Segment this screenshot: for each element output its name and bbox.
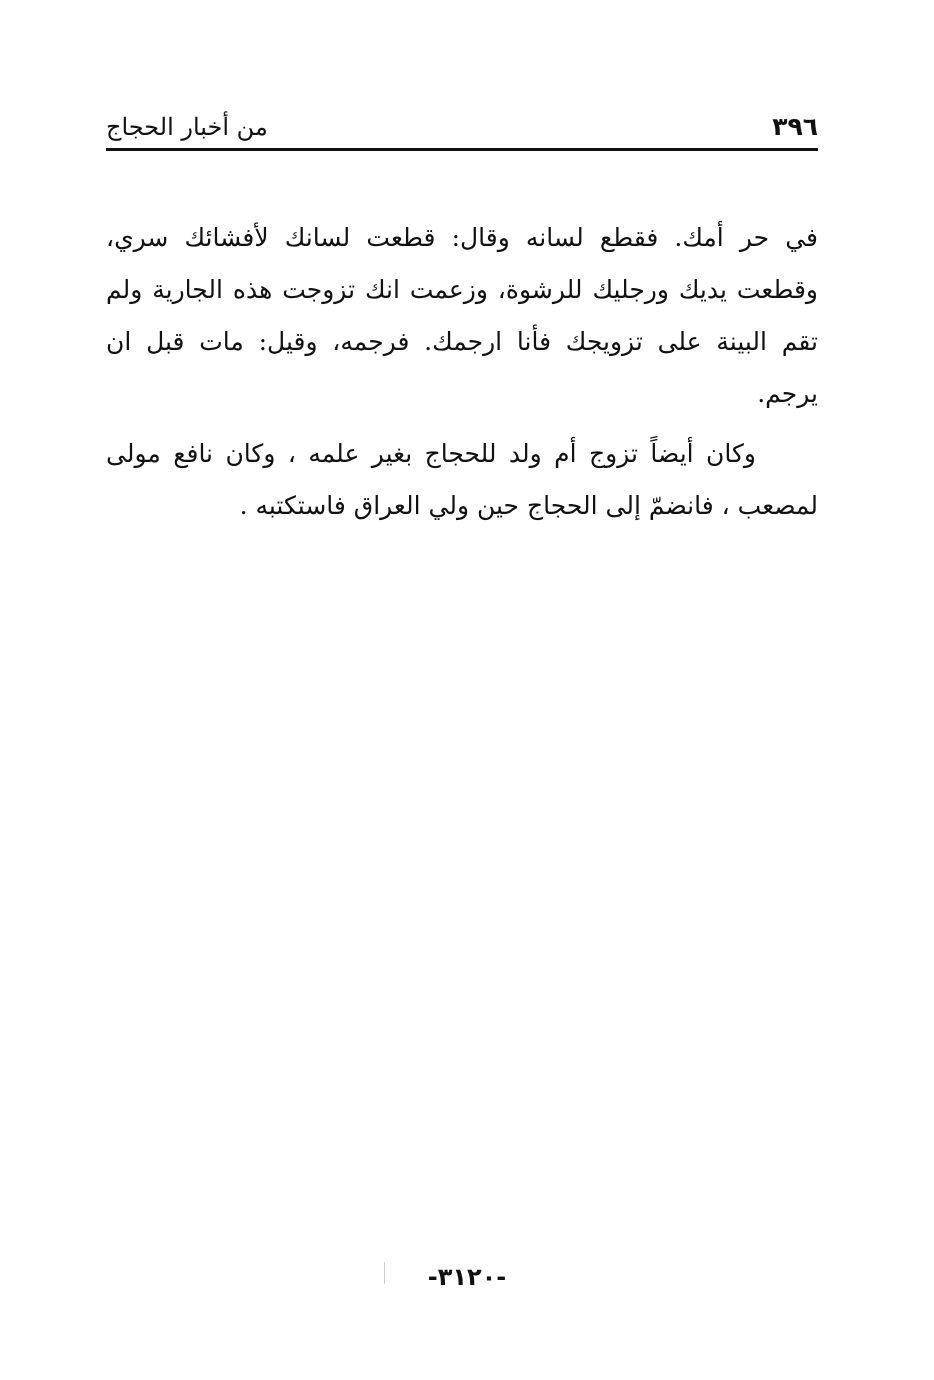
running-header <box>106 110 818 150</box>
header-rule <box>106 148 818 151</box>
paragraph: في حر أمك. فقطع لسانه وقال: قطعت لسانك لأفشائك سري، وقطعت يديك ورجليك للرشوة، وزعمت انك تزوجت هذه الجارية ولم تقم البينة على تزويجك فأنا ارجمك. فرجمه، وقيل: مات قبل ان يرجم. <box>106 223 818 408</box>
footer-page-number: -٣١٢٠- <box>427 1263 507 1291</box>
paragraph: وكان أيضاً تزوج أم ولد للحجاج بغير علمه ، وكان نافع مولى لمصعب ، فانضمّ إلى الحجاج حين ولي العراق فاستكتبه . <box>106 439 818 520</box>
body-text <box>106 212 818 532</box>
header-page-number: ٣٩٦ <box>772 112 818 141</box>
header-book-title: من أخبار الحجاج <box>106 113 268 141</box>
